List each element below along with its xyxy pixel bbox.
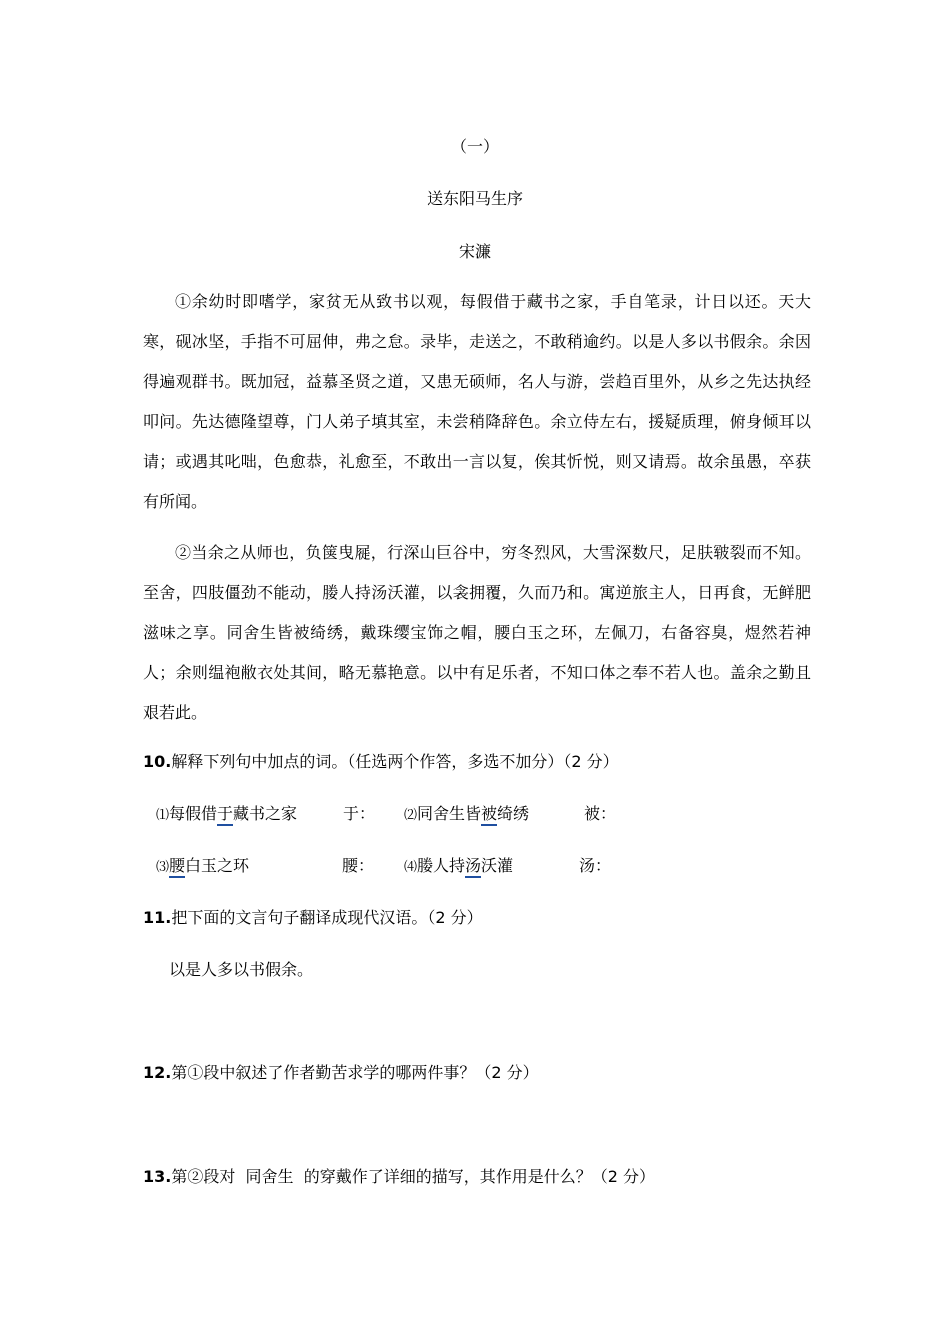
q10-item-2-mark: ⑵ — [404, 808, 418, 823]
q10-item-3-post: 白玉之环 — [185, 856, 250, 875]
q10-item-2-post: 绮绣 — [497, 804, 530, 823]
q10-item-3 — [156, 855, 249, 879]
q10-item-1-dotted-word: 于 — [217, 804, 233, 826]
q10-item-4-post: 沃灌 — [481, 856, 514, 875]
question-11-number: 11. — [143, 908, 172, 927]
question-10-score: （任选两个作答，多选不加分）（2 分） — [347, 752, 619, 771]
question-12-score: （2 分） — [475, 1063, 539, 1082]
question-13-text: 第②段对 同舍生 的穿戴作了详细的描写，其作用是什么？ — [171, 1167, 592, 1186]
q10-item-1-post: 藏书之家 — [233, 804, 298, 823]
q10-item-1-answer-label: 于： — [343, 804, 376, 823]
q10-item-3-dotted-word: 腰 — [169, 856, 185, 878]
question-11-score: （2 分） — [427, 908, 483, 927]
q10-item-2-pre: 同舍生皆 — [417, 804, 482, 823]
question-12-text: 第①段中叙述了作者勤苦求学的哪两件事？ — [171, 1063, 476, 1082]
q10-item-1 — [156, 803, 297, 827]
q10-item-1-pre: 每假借 — [169, 804, 218, 823]
q10-item-4-answer-label: 汤： — [579, 856, 612, 875]
question-10-number: 10. — [143, 752, 172, 771]
question-10 — [143, 751, 619, 773]
q10-item-2 — [404, 803, 529, 827]
question-11-sentence: 以是人多以书假余。 — [169, 960, 314, 979]
q10-item-3-mark: ⑶ — [156, 860, 170, 875]
question-11 — [143, 907, 483, 929]
essay-author: 宋濂 — [458, 242, 491, 261]
question-13-number: 13. — [143, 1167, 172, 1186]
question-13 — [143, 1166, 655, 1188]
q10-item-1-mark: ⑴ — [156, 808, 170, 823]
question-11-text: 把下面的文言句子翻译成现代汉语。 — [171, 908, 428, 927]
q10-item-3-answer-label: 腰： — [342, 856, 375, 875]
q10-item-4-pre: 媵人持 — [417, 856, 466, 875]
q10-item-4 — [404, 855, 513, 879]
q10-item-4-dotted-word: 汤 — [465, 856, 481, 878]
q10-item-2-answer-label: 被： — [584, 804, 617, 823]
question-12 — [143, 1062, 539, 1084]
q10-item-2-dotted-word: 被 — [481, 804, 497, 826]
paragraph-2: ②当余之从师也，负箧曳屣，行深山巨谷中，穷冬烈风，大雪深数尺，足肤皲裂而不知。至舍，四肢僵劲不能动，媵人持汤沃灌，以衾拥覆，久而乃和。寓逆旅主人，日再食，无鲜肥滋味之享。同舍生皆被绮绣，戴珠缨宝饰之帽，腰白玉之环，左佩刀，右备容臭，煜然若神人；余则缊袍敝衣处其间，略无慕艳意。以中有足乐者，不知口体之奉不若人也。盖余之勤且艰若此。 — [143, 543, 811, 722]
section-label: （一） — [450, 137, 499, 156]
question-10-text: 解释下列句中加点的词。 — [171, 752, 348, 771]
question-13-score: （2 分） — [591, 1167, 655, 1186]
paragraph-1: ①余幼时即嗜学，家贫无从致书以观，每假借于藏书之家，手自笔录，计日以还。天大寒，砚冰坚，手指不可屈伸，弗之怠。录毕，走送之，不敢稍逾约。以是人多以书假余。余因得遍观群书。既加冠，益慕圣贤之道，又患无硕师，名人与游，尝趋百里外，从乡之先达执经叩问。先达德隆望尊，门人弟子填其室，未尝稍降辞色。余立侍左右，援疑质理，俯身倾耳以请；或遇其叱咄，色愈恭，礼愈至，不敢出一言以复，俟其忻悦，则又请焉。故余虽愚，卒获有所闻。 — [143, 292, 811, 511]
question-12-number: 12. — [143, 1063, 172, 1082]
q10-item-4-mark: ⑷ — [404, 860, 418, 875]
essay-title: 送东阳马生序 — [426, 189, 523, 208]
